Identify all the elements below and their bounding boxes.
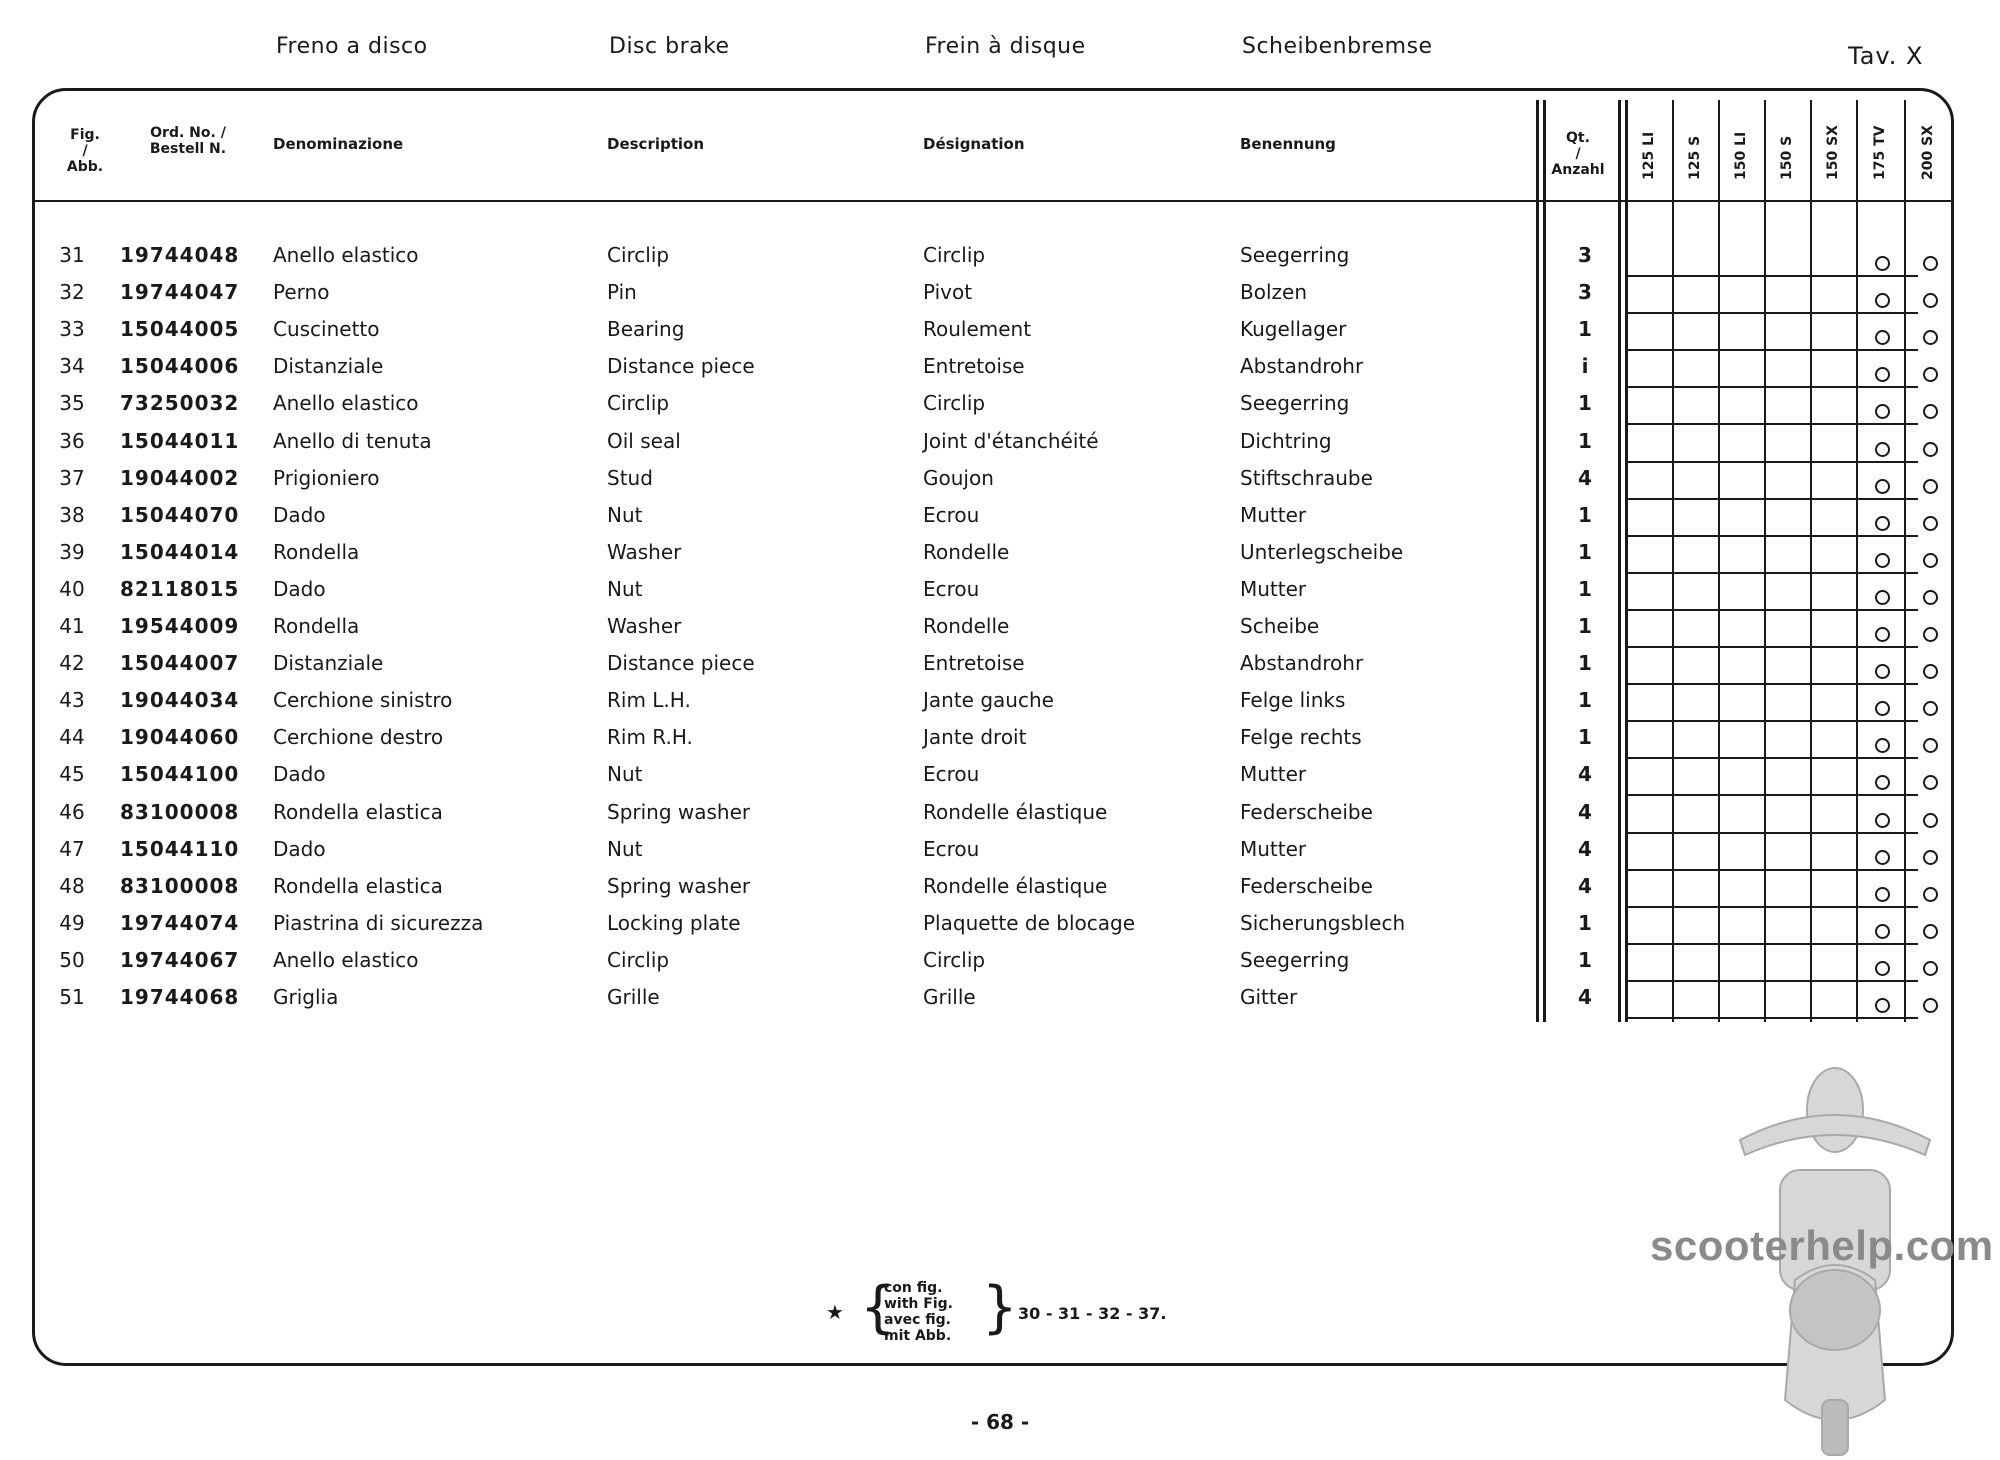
cell-fig: 37 [59, 466, 85, 490]
star-symbol: ★ [826, 1300, 844, 1324]
model-header-175-tv [1872, 125, 1892, 200]
cell-it: Rondella [273, 614, 360, 638]
cell-ord: 82118015 [120, 577, 240, 601]
cell-fig: 31 [59, 243, 85, 267]
table-row [0, 759, 2000, 796]
model-label: 175 TV [1872, 125, 1888, 180]
cell-qty: 1 [1578, 577, 1592, 601]
table-row [0, 648, 2000, 685]
cell-it: Piastrina di sicurezza [273, 911, 484, 935]
cell-de: Kugellager [1240, 317, 1347, 341]
table-row [0, 277, 2000, 314]
cell-de: Felge rechts [1240, 725, 1362, 749]
table-row [0, 537, 2000, 574]
table-row [0, 574, 2000, 611]
cell-de: Unterlegscheibe [1240, 540, 1404, 564]
watermark: scooterhelp.com [1650, 1222, 1994, 1269]
title-english: Disc brake [609, 34, 730, 59]
cell-ord: 19744047 [120, 280, 240, 304]
table-row [0, 982, 2000, 1019]
footnote-line: avec fig. [884, 1312, 951, 1328]
applicability-mark [1923, 367, 1938, 382]
cell-qty: 4 [1578, 985, 1592, 1009]
applicability-mark [1875, 627, 1890, 642]
model-label: 200 SX [1920, 125, 1936, 180]
cell-de: Mutter [1240, 577, 1307, 601]
cell-it: Rondella elastica [273, 800, 443, 824]
cell-ord: 15044100 [120, 762, 240, 786]
cell-ord: 19744074 [120, 911, 240, 935]
cell-qty: 1 [1578, 911, 1592, 935]
cell-fr: Pivot [923, 280, 973, 304]
model-label: 150 SX [1825, 125, 1841, 180]
cell-it: Prigioniero [273, 466, 380, 490]
cell-fr: Ecrou [923, 503, 980, 527]
cell-en: Stud [607, 466, 653, 490]
cell-de: Seegerring [1240, 948, 1350, 972]
column-header-english: Description [607, 135, 705, 153]
column-header-qty: Qt. / Anzahl [1551, 130, 1605, 178]
applicability-mark [1923, 775, 1938, 790]
cell-it: Dado [273, 837, 326, 861]
applicability-mark [1923, 627, 1938, 642]
column-header-fig-label: Fig. / Abb. [66, 127, 104, 175]
left-brace: { [860, 1275, 896, 1340]
cell-fr: Roulement [923, 317, 1032, 341]
cell-fig: 48 [59, 874, 85, 898]
cell-it: Anello elastico [273, 391, 419, 415]
table-row [0, 611, 2000, 648]
cell-fig: 32 [59, 280, 85, 304]
cell-qty: 1 [1578, 317, 1592, 341]
applicability-mark [1875, 479, 1890, 494]
cell-fr: Rondelle [923, 614, 1010, 638]
table-row [0, 426, 2000, 463]
cell-ord: 15044011 [120, 429, 240, 453]
cell-qty: 3 [1578, 243, 1592, 267]
cell-it: Cuscinetto [273, 317, 380, 341]
applicability-mark [1923, 738, 1938, 753]
cell-fr: Rondelle [923, 540, 1010, 564]
cell-fig: 42 [59, 651, 85, 675]
applicability-mark [1875, 664, 1890, 679]
cell-qty: 4 [1578, 837, 1592, 861]
cell-it: Rondella [273, 540, 360, 564]
cell-qty: 1 [1578, 503, 1592, 527]
table-row [0, 834, 2000, 871]
applicability-mark [1875, 367, 1890, 382]
cell-ord: 15044070 [120, 503, 240, 527]
cell-fig: 50 [59, 948, 85, 972]
cell-ord: 19744067 [120, 948, 240, 972]
title-french: Frein à disque [925, 34, 1086, 59]
cell-de: Mutter [1240, 762, 1307, 786]
cell-en: Oil seal [607, 429, 681, 453]
cell-de: Federscheibe [1240, 800, 1373, 824]
table-row [0, 722, 2000, 759]
table-row [0, 908, 2000, 945]
cell-qty: 1 [1578, 391, 1592, 415]
cell-fr: Jante droit [923, 725, 1027, 749]
cell-fr: Entretoise [923, 354, 1025, 378]
cell-de: Gitter [1240, 985, 1298, 1009]
cell-fig: 41 [59, 614, 85, 638]
right-brace: } [982, 1275, 1018, 1340]
table-row [0, 240, 2000, 277]
title-italian: Freno a disco [276, 34, 428, 59]
cell-it: Anello di tenuta [273, 429, 432, 453]
cell-en: Nut [607, 577, 643, 601]
cell-it: Distanziale [273, 354, 384, 378]
cell-en: Circlip [607, 948, 670, 972]
cell-de: Scheibe [1240, 614, 1320, 638]
cell-fr: Ecrou [923, 577, 980, 601]
cell-en: Pin [607, 280, 637, 304]
column-header-ord [138, 125, 238, 157]
applicability-mark [1923, 664, 1938, 679]
cell-qty: 4 [1578, 874, 1592, 898]
cell-en: Nut [607, 837, 643, 861]
cell-en: Distance piece [607, 354, 755, 378]
applicability-mark [1923, 330, 1938, 345]
cell-ord: 19744068 [120, 985, 240, 1009]
applicability-mark [1923, 998, 1938, 1013]
cell-qty: 1 [1578, 651, 1592, 675]
cell-fr: Circlip [923, 391, 986, 415]
applicability-mark [1875, 961, 1890, 976]
cell-qty: 1 [1578, 725, 1592, 749]
cell-qty: 1 [1578, 688, 1592, 712]
cell-it: Griglia [273, 985, 339, 1009]
applicability-mark [1923, 293, 1938, 308]
cell-en: Spring washer [607, 800, 751, 824]
cell-fig: 47 [59, 837, 85, 861]
model-label: 150 LI [1733, 131, 1749, 180]
footnote-figures: 30 - 31 - 32 - 37. [1018, 1304, 1167, 1323]
cell-fr: Jante gauche [923, 688, 1054, 712]
applicability-mark [1923, 850, 1938, 865]
cell-fig: 36 [59, 429, 85, 453]
applicability-mark [1923, 961, 1938, 976]
applicability-mark [1923, 516, 1938, 531]
cell-fig: 34 [59, 354, 85, 378]
cell-it: Anello elastico [273, 243, 419, 267]
cell-it: Perno [273, 280, 330, 304]
cell-fr: Entretoise [923, 651, 1025, 675]
model-header-150-s [1779, 135, 1799, 200]
applicability-mark [1875, 516, 1890, 531]
footnote-line: with Fig. [884, 1296, 953, 1312]
cell-en: Spring washer [607, 874, 751, 898]
applicability-mark [1923, 553, 1938, 568]
cell-qty: i [1581, 354, 1589, 378]
table-row [0, 871, 2000, 908]
applicability-mark [1875, 404, 1890, 419]
cell-de: Federscheibe [1240, 874, 1373, 898]
applicability-mark [1875, 590, 1890, 605]
cell-ord: 15044006 [120, 354, 240, 378]
cell-de: Abstandrohr [1240, 651, 1364, 675]
applicability-mark [1923, 442, 1938, 457]
applicability-mark [1923, 701, 1938, 716]
cell-fig: 51 [59, 985, 85, 1009]
applicability-mark [1875, 924, 1890, 939]
cell-ord: 15044005 [120, 317, 240, 341]
cell-ord: 15044014 [120, 540, 240, 564]
cell-fr: Circlip [923, 243, 986, 267]
table-row [0, 500, 2000, 537]
column-header-italian: Denominazione [273, 135, 404, 153]
cell-fig: 49 [59, 911, 85, 935]
cell-de: Bolzen [1240, 280, 1307, 304]
cell-it: Distanziale [273, 651, 384, 675]
table-row [0, 463, 2000, 500]
applicability-mark [1875, 256, 1890, 271]
table-row [0, 351, 2000, 388]
cell-fig: 39 [59, 540, 85, 564]
cell-ord: 15044110 [120, 837, 240, 861]
title-german: Scheibenbremse [1242, 34, 1433, 59]
cell-de: Felge links [1240, 688, 1346, 712]
cell-qty: 1 [1578, 540, 1592, 564]
cell-fr: Circlip [923, 948, 986, 972]
cell-fig: 44 [59, 725, 85, 749]
cell-qty: 4 [1578, 762, 1592, 786]
cell-fr: Plaquette de blocage [923, 911, 1135, 935]
applicability-mark [1875, 293, 1890, 308]
cell-it: Cerchione sinistro [273, 688, 453, 712]
table-row [0, 797, 2000, 834]
cell-ord: 19744048 [120, 243, 240, 267]
cell-en: Washer [607, 614, 682, 638]
cell-fr: Grille [923, 985, 976, 1009]
cell-ord: 19044002 [120, 466, 240, 490]
cell-en: Locking plate [607, 911, 741, 935]
cell-en: Rim R.H. [607, 725, 693, 749]
page-number: - 68 - [970, 1410, 1030, 1434]
cell-fig: 38 [59, 503, 85, 527]
footnote-line: con fig. [884, 1280, 943, 1296]
cell-it: Dado [273, 503, 326, 527]
cell-ord: 73250032 [120, 391, 240, 415]
footnote-line: mit Abb. [884, 1328, 952, 1344]
cell-ord: 19044060 [120, 725, 240, 749]
cell-en: Washer [607, 540, 682, 564]
cell-en: Rim L.H. [607, 688, 691, 712]
model-label: 150 S [1779, 135, 1795, 180]
applicability-mark [1923, 887, 1938, 902]
applicability-mark [1875, 553, 1890, 568]
cell-de: Mutter [1240, 503, 1307, 527]
table-row [0, 388, 2000, 425]
cell-qty: 4 [1578, 466, 1592, 490]
cell-de: Abstandrohr [1240, 354, 1364, 378]
applicability-mark [1875, 998, 1890, 1013]
model-label: 125 LI [1641, 131, 1657, 180]
cell-ord: 83100008 [120, 874, 240, 898]
cell-qty: 1 [1578, 614, 1592, 638]
applicability-mark [1923, 404, 1938, 419]
cell-fr: Ecrou [923, 837, 980, 861]
cell-qty: 1 [1578, 429, 1592, 453]
cell-fig: 40 [59, 577, 85, 601]
table-reference: Tav. X [1848, 42, 1924, 70]
footnote-text [884, 1280, 953, 1344]
cell-en: Grille [607, 985, 660, 1009]
applicability-mark [1875, 442, 1890, 457]
table-row [0, 945, 2000, 982]
cell-de: Sicherungsblech [1240, 911, 1406, 935]
cell-ord: 83100008 [120, 800, 240, 824]
cell-ord: 19044034 [120, 688, 240, 712]
cell-qty: 3 [1578, 280, 1592, 304]
applicability-mark [1923, 590, 1938, 605]
applicability-mark [1875, 813, 1890, 828]
cell-it: Cerchione destro [273, 725, 444, 749]
cell-it: Rondella elastica [273, 874, 443, 898]
applicability-mark [1923, 256, 1938, 271]
table-row [0, 685, 2000, 722]
cell-fig: 35 [59, 391, 85, 415]
applicability-mark [1875, 330, 1890, 345]
applicability-mark [1875, 738, 1890, 753]
model-header-125-s [1687, 135, 1707, 200]
cell-de: Seegerring [1240, 243, 1350, 267]
model-header-125-li [1641, 131, 1661, 200]
model-header-200-sx [1920, 125, 1940, 200]
cell-en: Bearing [607, 317, 685, 341]
cell-ord: 15044007 [120, 651, 240, 675]
cell-fr: Goujon [923, 466, 994, 490]
grid-row-line [1625, 794, 1918, 796]
column-header-fig [55, 127, 115, 175]
model-header-150-sx [1825, 125, 1845, 200]
grid-row-line [1625, 1017, 1918, 1019]
cell-en: Circlip [607, 243, 670, 267]
cell-en: Nut [607, 503, 643, 527]
model-header-150-li [1733, 131, 1753, 200]
cell-fig: 33 [59, 317, 85, 341]
cell-fig: 46 [59, 800, 85, 824]
cell-de: Stiftschraube [1240, 466, 1373, 490]
cell-fr: Rondelle élastique [923, 800, 1108, 824]
cell-fig: 43 [59, 688, 85, 712]
applicability-mark [1923, 924, 1938, 939]
cell-qty: 4 [1578, 800, 1592, 824]
table-row [0, 314, 2000, 351]
cell-fig: 45 [59, 762, 85, 786]
applicability-mark [1875, 850, 1890, 865]
applicability-mark [1875, 887, 1890, 902]
column-header-german: Benennung [1240, 135, 1336, 153]
applicability-mark [1875, 701, 1890, 716]
cell-it: Dado [273, 577, 326, 601]
cell-en: Distance piece [607, 651, 755, 675]
cell-de: Mutter [1240, 837, 1307, 861]
column-header-ord-label: Ord. No. / Bestell N. [149, 125, 227, 157]
cell-en: Circlip [607, 391, 670, 415]
applicability-mark [1923, 479, 1938, 494]
cell-fr: Joint d'étanchéité [923, 429, 1099, 453]
cell-fr: Ecrou [923, 762, 980, 786]
cell-fr: Rondelle élastique [923, 874, 1108, 898]
cell-en: Nut [607, 762, 643, 786]
cell-ord: 19544009 [120, 614, 240, 638]
header-rule [34, 200, 1954, 202]
applicability-mark [1923, 813, 1938, 828]
applicability-mark [1875, 775, 1890, 790]
cell-de: Dichtring [1240, 429, 1332, 453]
grid-row-line [1625, 423, 1918, 425]
cell-de: Seegerring [1240, 391, 1350, 415]
cell-qty: 1 [1578, 948, 1592, 972]
column-header-french: Désignation [923, 135, 1025, 153]
cell-it: Anello elastico [273, 948, 419, 972]
cell-it: Dado [273, 762, 326, 786]
model-label: 125 S [1687, 135, 1703, 180]
